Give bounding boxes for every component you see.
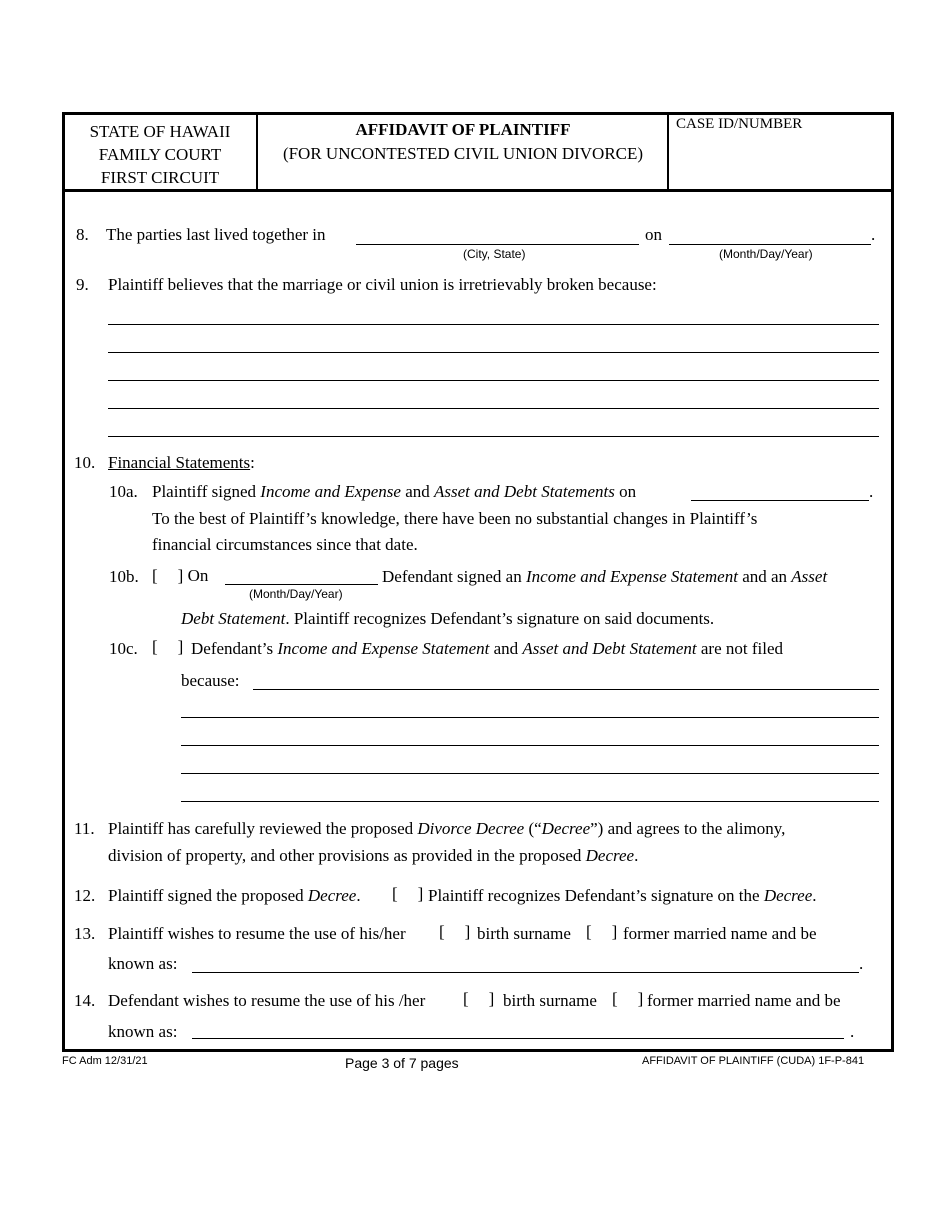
item-10b-bracket-open: [	[152, 566, 158, 585]
financial-statements-title: Financial Statements	[108, 453, 251, 472]
item-12-bracket-close: ]	[417, 884, 424, 903]
city-state-caption: (City, State)	[463, 247, 526, 261]
item-12-text-2: .	[356, 886, 361, 905]
form-title: AFFIDAVIT OF PLAINTIFF	[355, 120, 571, 139]
footer-form-title: AFFIDAVIT OF PLAINTIFF (CUDA) 1F-P-841	[642, 1055, 865, 1067]
item-13-text-2: birth surname	[477, 924, 571, 943]
item-11-line-1	[108, 819, 785, 839]
item-10b-text-2: and an	[737, 567, 792, 586]
date-caption: (Month/Day/Year)	[719, 247, 813, 261]
defendant-name-field[interactable]	[192, 1038, 844, 1039]
item-10b-italic-1: Income and Expense Statement	[525, 567, 738, 586]
item-14-text-1: Defendant wishes to resume the use of his /her	[108, 991, 426, 1010]
form-title-block	[258, 118, 668, 166]
item-10c-italic-1: Income and Expense Statement	[277, 639, 490, 658]
item-10a-number: 10a.	[109, 482, 138, 501]
item-11-line-2	[108, 846, 638, 866]
item-9-number: 9.	[76, 275, 89, 294]
not-filed-reason-line-1[interactable]	[253, 689, 879, 690]
item-14-period: .	[850, 1022, 855, 1041]
item-10b-italic-2: Asset	[791, 567, 828, 586]
item-10-heading	[108, 453, 255, 473]
item-13-bracket-close-1: ]	[464, 922, 471, 941]
item-10c-text-2: and	[489, 639, 523, 658]
item-11-number: 11.	[74, 819, 95, 838]
item-13-number: 13.	[74, 924, 96, 943]
item-8-on: on	[645, 225, 662, 244]
item-10a-line-2: To the best of Plaintiff’s knowledge, there have been no substantial changes in Plaintiff’s	[152, 509, 758, 528]
item-14-bracket-open-2: [	[612, 989, 618, 1008]
item-12-line-1	[108, 886, 361, 906]
defendant-signed-date-field[interactable]	[225, 584, 378, 585]
item-10b-line-2	[181, 609, 714, 629]
item-10b-number: 10b.	[109, 567, 139, 586]
item-13-text-3: former married name and be	[623, 924, 817, 943]
item-11-text-1: Plaintiff has carefully reviewed the proposed	[108, 819, 418, 838]
item-10a-line-3: financial circumstances since that date.	[152, 535, 418, 554]
item-12-text-4: .	[812, 886, 817, 905]
statements-date-field[interactable]	[691, 500, 869, 501]
footer-page-number: Page 3 of 7 pages	[345, 1055, 459, 1071]
item-11-text-4: division of property, and other provisions as provided in the proposed	[108, 846, 586, 865]
item-8-period: .	[871, 225, 876, 244]
item-10c-line-1	[191, 639, 783, 659]
item-9-text: Plaintiff believes that the marriage or civil union is irretrievably broken because:	[108, 275, 657, 294]
item-11-italic-2: Decree	[541, 819, 591, 838]
item-12-bracket-open: [	[392, 884, 398, 903]
item-12-italic-2: Decree	[763, 886, 813, 905]
item-11-italic-1: Divorce Decree	[417, 819, 525, 838]
former-married-name-checkbox[interactable]	[586, 922, 617, 942]
item-10a-italic-1: Income and Expense	[260, 482, 401, 501]
item-11-italic-3: Decree	[585, 846, 635, 865]
not-filed-reason-line-2[interactable]	[181, 717, 879, 718]
item-14-bracket-close-2: ]	[637, 989, 644, 1008]
item-10-number: 10.	[74, 453, 96, 472]
birth-surname-checkbox[interactable]	[439, 922, 470, 942]
item-10a-period: .	[869, 482, 874, 501]
item-14-text-2: birth surname	[503, 991, 597, 1010]
reason-line-5[interactable]	[108, 436, 879, 437]
item-13-bracket-open-1: [	[439, 922, 445, 941]
item-14-number: 14.	[74, 991, 96, 1010]
reason-line-4[interactable]	[108, 408, 879, 409]
item-10b-line-1	[382, 567, 827, 587]
item-12-line-2	[428, 886, 817, 906]
item-14-known-as: known as:	[108, 1022, 178, 1041]
item-10a-line-1	[152, 482, 636, 502]
item-13-bracket-open-2: [	[586, 922, 592, 941]
item-13-text-1: Plaintiff wishes to resume the use of his/her	[108, 924, 406, 943]
item-14-text-3: former married name and be	[647, 991, 841, 1010]
reason-line-2[interactable]	[108, 352, 879, 353]
court-state: STATE OF HAWAII	[89, 122, 231, 141]
item-8-text: The parties last lived together in	[106, 225, 326, 244]
item-10b-checkbox[interactable]	[152, 566, 208, 586]
item-10a-text-2: and	[400, 482, 435, 501]
item-12-text-1: Plaintiff signed the proposed	[108, 886, 308, 905]
not-filed-reason-line-4[interactable]	[181, 773, 879, 774]
case-number-label: CASE ID/NUMBER	[676, 116, 803, 132]
court-name: FAMILY COURT	[98, 145, 222, 164]
last-lived-date-field[interactable]	[669, 244, 871, 245]
item-13-bracket-close-2: ]	[611, 922, 618, 941]
item-11-text-3: ”) and agrees to the alimony,	[590, 819, 786, 838]
footer-form-code: FC Adm 12/31/21	[62, 1055, 148, 1067]
item-10b-italic-3: Debt Statement	[181, 609, 286, 628]
not-filed-reason-line-5[interactable]	[181, 801, 879, 802]
item-10b-text-1: Defendant signed an	[382, 567, 526, 586]
item-10b-text-3: . Plaintiff recognizes Defendant’s signature on said documents.	[285, 609, 715, 628]
item-10c-number: 10c.	[109, 639, 138, 658]
item-11-text-2: (“	[524, 819, 542, 838]
item-10-colon: :	[250, 453, 255, 472]
court-block	[65, 120, 255, 189]
item-10a-italic-2: Asset and Debt Statements	[434, 482, 615, 501]
item-11-text-5: .	[634, 846, 639, 865]
form-subtitle: (FOR UNCONTESTED CIVIL UNION DIVORCE)	[282, 144, 644, 163]
item-10c-italic-2: Asset and Debt Statement	[522, 639, 697, 658]
court-circuit: FIRST CIRCUIT	[100, 168, 220, 187]
plaintiff-name-field[interactable]	[192, 972, 859, 973]
defendant-birth-surname-checkbox[interactable]	[463, 989, 494, 1009]
item-10b-bracket-close: ] On	[177, 566, 209, 585]
reason-line-3[interactable]	[108, 380, 879, 381]
item-10c-bracket-close: ]	[177, 637, 184, 656]
item-10c-because: because:	[181, 671, 240, 690]
defendant-former-married-name-checkbox[interactable]	[612, 989, 643, 1009]
item-10c-checkbox[interactable]	[152, 637, 183, 657]
item-12-number: 12.	[74, 886, 96, 905]
item-12-checkbox[interactable]	[392, 884, 423, 904]
item-10c-bracket-open: [	[152, 637, 158, 656]
item-12-italic-1: Decree	[307, 886, 357, 905]
not-filed-reason-line-3[interactable]	[181, 745, 879, 746]
item-8-number: 8.	[76, 225, 89, 244]
header-divider	[62, 189, 894, 192]
item-13-period: .	[859, 954, 864, 973]
item-14-bracket-open-1: [	[463, 989, 469, 1008]
item-10a-text-1: Plaintiff signed	[152, 482, 261, 501]
item-10c-text-1: Defendant’s	[191, 639, 278, 658]
item-10b-date-caption: (Month/Day/Year)	[249, 587, 343, 601]
reason-line-1[interactable]	[108, 324, 879, 325]
item-10c-text-3: are not filed	[696, 639, 783, 658]
item-14-bracket-close-1: ]	[488, 989, 495, 1008]
item-13-known-as: known as:	[108, 954, 178, 973]
city-state-field[interactable]	[356, 244, 639, 245]
item-12-text-3: Plaintiff recognizes Defendant’s signature on the	[428, 886, 764, 905]
item-10a-text-3: on	[614, 482, 637, 501]
